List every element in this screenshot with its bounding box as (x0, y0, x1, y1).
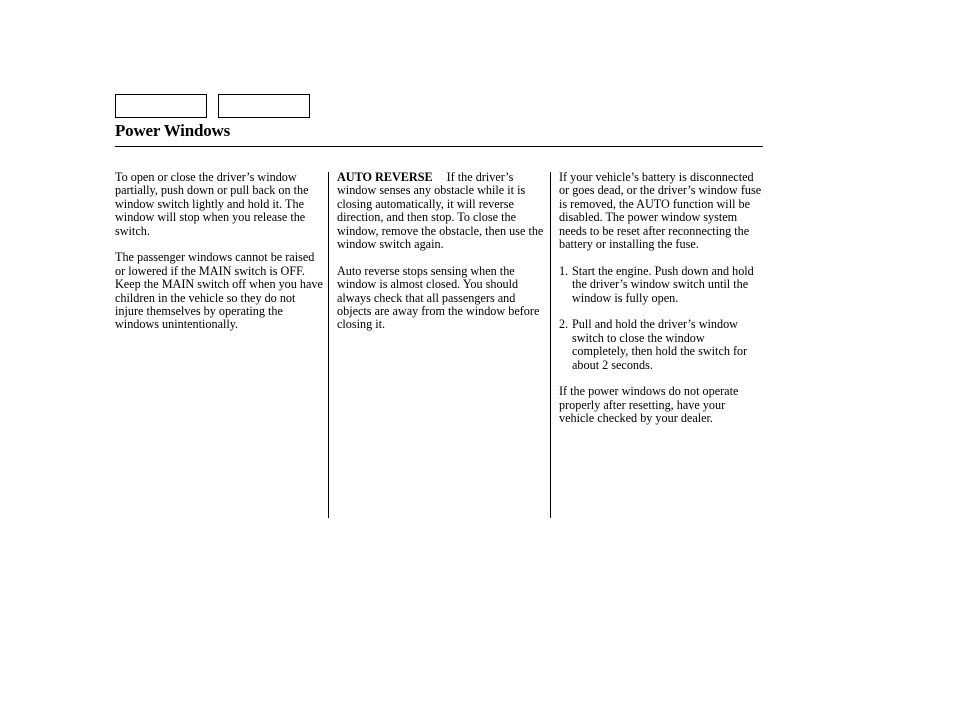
paragraph-auto-reverse (337, 171, 545, 251)
step-item (559, 318, 763, 372)
step-text: Start the engine. Push down and hold the driver’s window switch until the window is fully open. (572, 263, 754, 305)
paragraph-passenger-windows: The passenger windows cannot be raised or lowered if the MAIN switch is OFF. Keep the MAIN switch off when you have children in the vehicle so they do not injure themselves by operating the windows unintentionally. (115, 250, 323, 332)
title-divider (115, 146, 763, 147)
column-divider-2 (550, 172, 551, 518)
auto-reverse-text: If the driver’s window senses any obstacle while it is closing automatically, it will reverse direction, and then stop. To close the window, remove the obstacle, then use the window switch again. (337, 170, 544, 252)
column-divider-1 (328, 172, 329, 518)
paragraph-auto-reverse-sensing: Auto reverse stops sensing when the window is almost closed. You should always check that all passengers and objects are away from the window before closing it. (337, 263, 540, 332)
nav-button-main-menu[interactable] (115, 94, 207, 118)
column-1 (115, 171, 323, 345)
paragraph-open-close: To open or close the driver’s window partially, push down or pull back on the window switch lightly and hold it. The window will stop when you release the switch. (115, 170, 309, 238)
nav-button-index[interactable] (218, 94, 310, 118)
auto-reverse-heading: AUTO REVERSE (337, 170, 433, 184)
step-number: 1. (559, 263, 569, 278)
page-title: Power Windows (115, 121, 231, 140)
step-number: 2. (559, 317, 569, 332)
column-3 (559, 171, 763, 439)
column-2 (337, 171, 545, 345)
paragraph-battery-reset: If your vehicle’s battery is disconnected or goes dead, or the driver’s window fuse is removed, the AUTO function will be disabled. The power window system needs to be reset after reconnecting the battery or installing the fuse. (559, 170, 762, 252)
step-item (559, 265, 763, 305)
step-text: Pull and hold the driver’s window switch to close the window completely, then hold the switch for about 2 seconds. (572, 317, 748, 372)
paragraph-dealer-check: If the power windows do not operate properly after resetting, have your vehicle checked by your dealer. (559, 384, 739, 426)
